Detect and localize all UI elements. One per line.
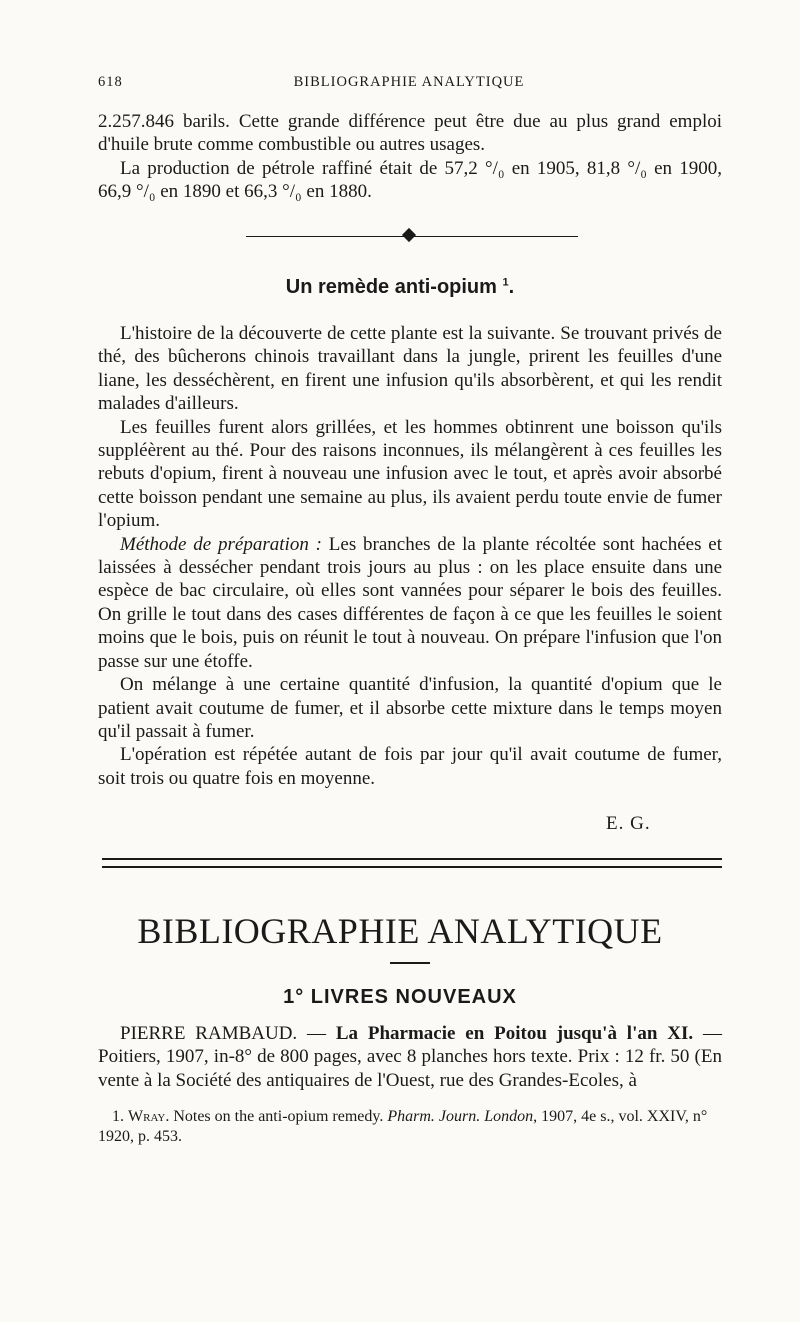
method-label: Méthode de préparation :: [120, 533, 322, 555]
running-header: [98, 74, 720, 98]
diamond-ornament-icon: [402, 228, 416, 242]
footnote-text: . Notes on the anti-opium remedy.: [165, 1108, 388, 1125]
article-paragraph-4: On mélange à une certaine quantité d'infusion, la quantité d'opium que le patient avait coutume de fumer, et il absorbe cette mixture dans le temps moyen qu'il passait à fumer.: [98, 674, 722, 742]
section-rule-top: [102, 858, 722, 860]
article-paragraph-5: L'opération est répétée autant de fois par jour qu'il avait coutume de fumer, soit trois ou quatre fois en moyenne.: [98, 744, 722, 789]
intro-text: [98, 110, 722, 204]
footnote-journal: Pharm. Journ. London: [387, 1108, 534, 1125]
footnote-mark: 1: [502, 276, 509, 289]
section-rule-bottom: [102, 866, 722, 868]
footnote-author: Wray: [128, 1108, 166, 1125]
footnote-rest: , 1907, 4e s., vol. XXIV, n° 1920, p. 453.: [98, 1108, 708, 1145]
article-paragraph-1: L'histoire de la découverte de cette plante est la suivante. Se trouvant privés de thé, des bûcherons chinois travaillant dans la jungle, prirent les feuilles d'une liane, les desséchèrent, en firent une infusion qu'ils absorbèrent, et qui les rendit malades d'ailleurs.: [98, 323, 722, 415]
intro-paragraph-2: La production de pétrole raffiné était de 57,2 °/₀ en 1905, 81,8 °/₀ en 1900, 66,9 °/₀ en 1890 et 66,3 °/₀ en 1880.: [98, 157, 722, 203]
intro-paragraph-1: 2.257.846 barils. Cette grande différence peut être due au plus grand emploi d'huile brute comme combustible ou autres usages.: [98, 111, 722, 156]
article-body: [98, 322, 722, 790]
section-title: BIBLIOGRAPHIE ANALYTIQUE: [137, 911, 663, 951]
article-title: Un remède anti-opium $^1$.: [285, 276, 515, 298]
bibliography-entry: [98, 1022, 722, 1092]
article-paragraph-2: Les feuilles furent alors grillées, et les hommes obtinrent une boisson qu'ils suppléèrent au thé. Pour des raisons inconnues, ils mélangèrent à ces feuilles les rebuts d'opium, firent à nouveau une infusion avec le tout, et après avoir absorbé cette boisson pendant une semaine au plus, ils avaient perdu toute envie de fumer l'opium.: [98, 416, 722, 532]
article-signature: E. G.: [606, 813, 651, 834]
section-title-underline: [390, 962, 430, 964]
entry-title: La Pharmacie en Poitou jusqu'à l'an XI.: [335, 1023, 694, 1044]
footnote: [98, 1107, 722, 1147]
entry-details: — Poitiers, 1907, in-8° de 800 pages, avec 8 planches hors texte. Prix : 12 fr. 50 (En vente à la Société des antiquaires de l'Ouest, rue des Grandes-Ecoles, à: [98, 1023, 722, 1091]
footnote-number: 1.: [112, 1108, 128, 1125]
entry-author: PIERRE RAMBAUD. —: [120, 1023, 336, 1044]
page-number: 618: [98, 74, 123, 90]
article-paragraph-3: Méthode de préparation : Les branches de la plante récoltée sont hachées et laissées à dessécher pendant trois jours au plus : on les place ensuite dans une espèce de bac circulaire, où elles sont vannées pour séparer le bois des feuilles. On grille le tout dans des cases différentes de façon à ce que les feuilles le soient moins que le bois, puis on réunit le tout à nouveau. On prépare l'infusion que l'on passe sur une étoffe.: [98, 533, 722, 672]
section-subtitle: 1° LIVRES NOUVEAUX: [283, 986, 517, 1008]
running-title: BIBLIOGRAPHIE ANALYTIQUE: [293, 74, 525, 90]
